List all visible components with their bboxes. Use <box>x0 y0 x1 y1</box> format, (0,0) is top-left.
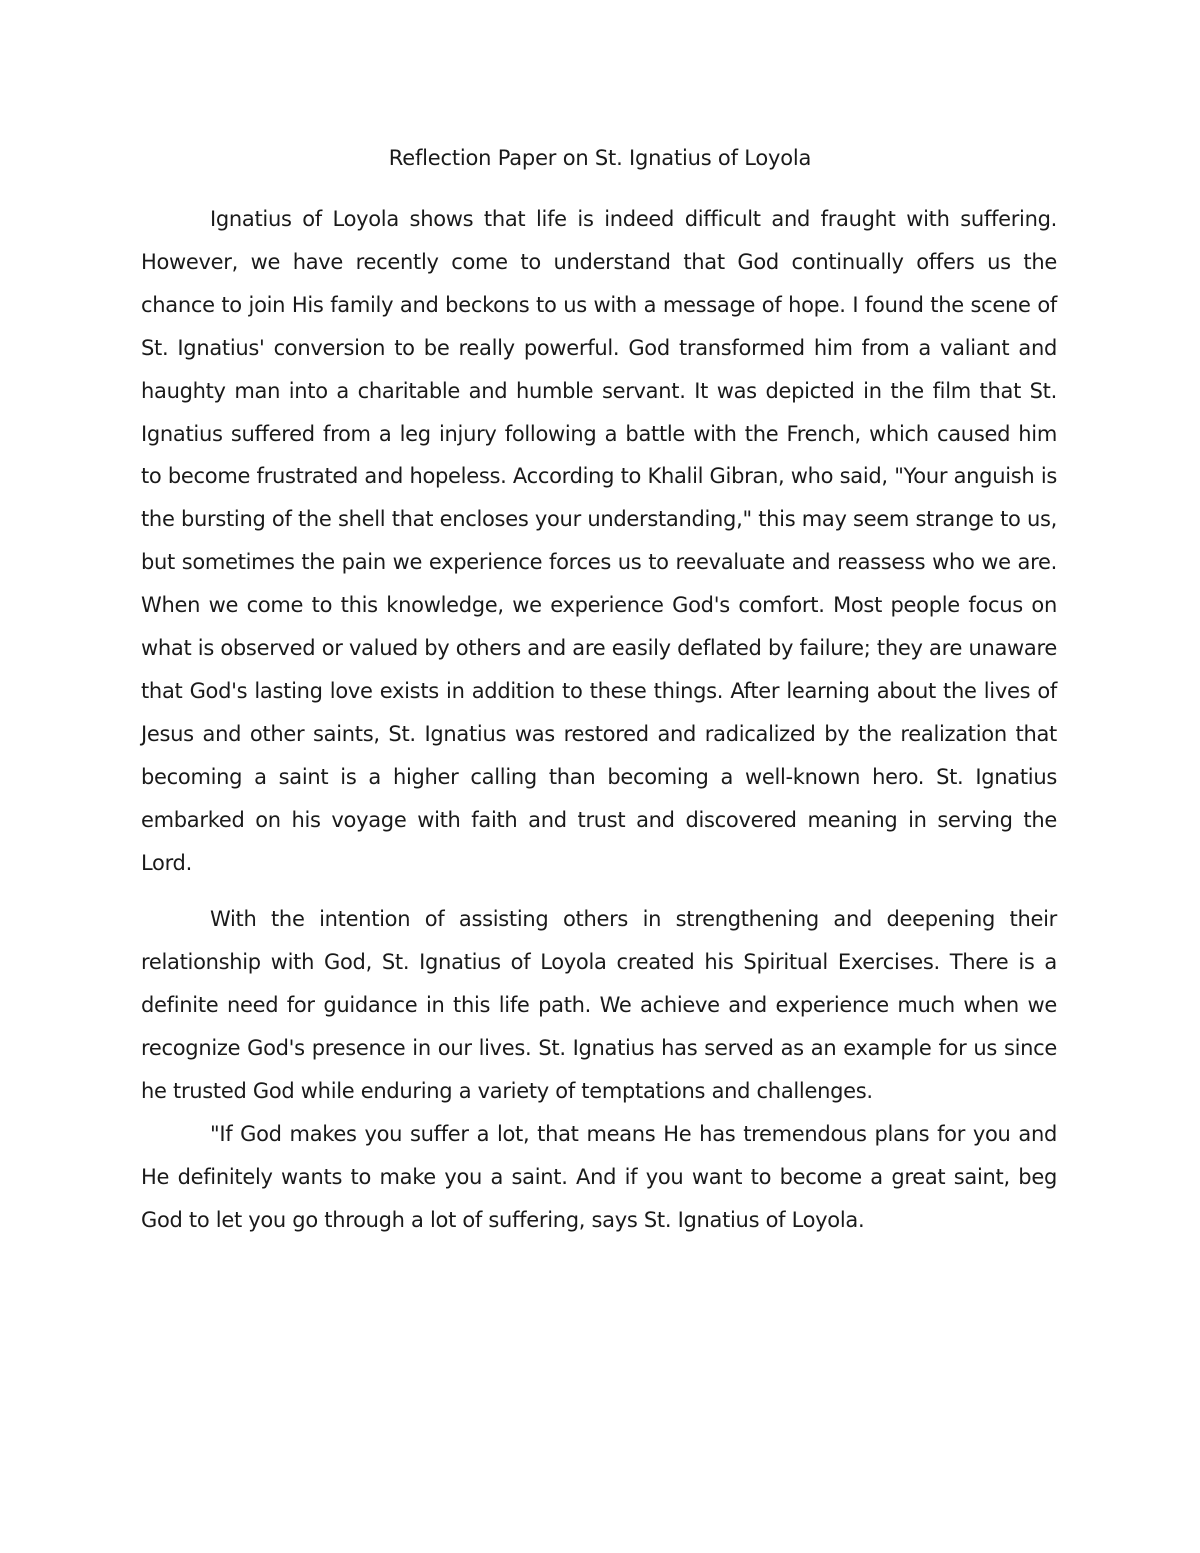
paragraph-2: With the intention of assisting others in strengthening and deepening their relationship with God, St. Ignatius of Loyola created his Spiritual Exercises. There is a definite need for guidance in this life path. We achieve and experience much when we recognize God's presence in our lives. St. Ignatius has served as an example for us since he trusted God while enduring a variety of temptations and challenges. <box>141 907 1057 1103</box>
paragraph-1-container <box>141 198 1057 885</box>
paragraph-3-container <box>141 1113 1057 1242</box>
paragraph-1: Ignatius of Loyola shows that life is indeed difficult and fraught with suffering. However, we have recently come to understand that God continually offers us the chance to join His family and beckons to us with a message of hope. I found the scene of St. Ignatius' conversion to be really powerful. God transformed him from a valiant and haughty man into a charitable and humble servant. It was depicted in the film that St. Ignatius suffered from a leg injury following a battle with the French, which caused him to become frustrated and hopeless. According to Khalil Gibran, who said, "Your anguish is the bursting of the shell that encloses your understanding," this may seem strange to us, but sometimes the pain we experience forces us to reevaluate and reassess who we are. When we come to this knowledge, we experience God's comfort. Most people focus on what is observed or valued by others and are easily deflated by failure; they are unaware that God's lasting love exists in addition to these things. After learning about the lives of Jesus and other saints, St. Ignatius was restored and radicalized by the realization that becoming a saint is a higher calling than becoming a well-known hero. St. Ignatius embarked on his voyage with faith and trust and discovered meaning in serving the Lord. <box>141 207 1057 875</box>
paragraph-3: "If God makes you suffer a lot, that means He has tremendous plans for you and He definitely wants to make you a saint. And if you want to become a great saint, beg God to let you go through a lot of suffering, says St. Ignatius of Loyola. <box>141 1122 1057 1232</box>
paragraph-2-container <box>141 898 1057 1113</box>
document-title: Reflection Paper on St. Ignatius of Loyola <box>388 146 812 170</box>
